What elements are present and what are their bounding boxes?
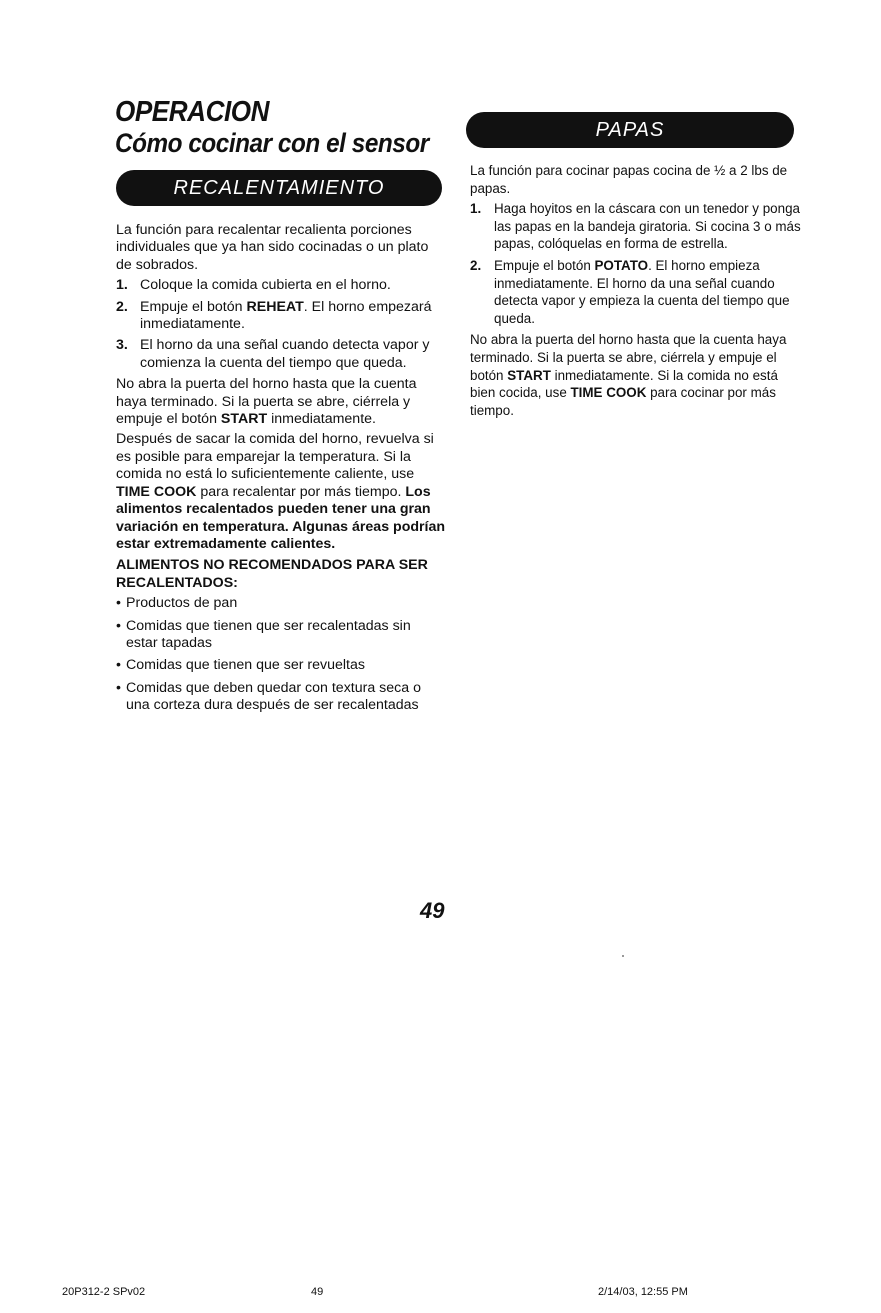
text-run: para recalentar por más tiempo. (196, 483, 406, 500)
step-number: 1. (470, 201, 482, 217)
text-run: No abra la puerta del horno hasta que la cuenta haya terminado. Si la puerta se abre, ciérrela y empuje el botón (470, 332, 787, 383)
section-subtitle: Cómo cocinar con el sensor (115, 128, 429, 158)
footer-timestamp: 2/14/03, 12:55 PM (598, 1286, 688, 1298)
text-run: inmediatamente. Si la comida no está bien cocida, use (470, 367, 778, 401)
potato-door-note (470, 331, 805, 419)
key-name: START (220, 411, 268, 428)
footer-doc-code: 20P312-2 SPv02 (62, 1286, 146, 1298)
key-name: START (507, 367, 551, 383)
key-name: TIME COOK (570, 385, 647, 401)
step-text-after: . El horno empieza inmediatamente. El horno da una señal cuando detecta vapor y empieza la cuenta del tiempo que queda. (494, 257, 790, 326)
list-item: • Productos de pan (116, 595, 446, 612)
reheat-stir-note (116, 431, 446, 553)
footer-page: 49 (311, 1286, 324, 1298)
text-run: inmediatamente. (267, 411, 376, 428)
scan-speck (622, 955, 624, 957)
step-key-name: POTATO (594, 257, 649, 273)
step-text-after: . El horno empezará inmediatamente. (140, 298, 432, 333)
potato-steps (470, 200, 805, 327)
step-number: 2. (116, 298, 128, 315)
list-item: • Comidas que deben quedar con textura seca o una corteza dura después de ser recalentadas (116, 680, 446, 715)
potato-banner (466, 112, 794, 148)
page-number: 49 (420, 898, 445, 923)
warning-text: Los alimentos recalentados pueden tener una gran variación en temperatura. Algunas áreas podrían estar extremadamente calientes. (116, 483, 446, 552)
reheat-banner-label: RECALENTAMIENTO (173, 176, 385, 199)
reheat-column (116, 222, 446, 720)
step-item (116, 277, 446, 294)
step-text: El horno da una señal cuando detecta vapor y comienza la cuenta del tiempo que queda. (140, 337, 430, 371)
step-item (116, 299, 446, 334)
text-run: Después de sacar la comida del horno, revuelva si es posible para emparejar la temperatura. Si la comida no está lo suficientemente caliente, use (116, 431, 434, 483)
step-item (116, 337, 446, 372)
step-item (470, 257, 805, 327)
list-item: • Comidas que tienen que ser recalentadas sin estar tapadas (116, 618, 446, 653)
list-item: • Comidas que tienen que ser revueltas (116, 657, 446, 674)
section-title: OPERACION (115, 96, 270, 128)
step-item (470, 200, 805, 253)
step-number: 2. (470, 257, 482, 273)
not-recommended-list (116, 595, 446, 714)
step-text: Empuje el botón (494, 257, 595, 273)
step-text: Haga hoyitos en la cáscara con un tenedor y ponga las papas en la bandeja giratoria. Si cocina 3 o más papas, colóquelas en forma de estrella. (494, 201, 801, 252)
potato-banner-label: PAPAS (595, 118, 665, 141)
potato-intro: La función para cocinar papas cocina de ½ a 2 lbs de papas. (470, 163, 788, 196)
reheat-intro: La función para recalentar recalienta porciones individuales que ya han sido cocinadas o un plato de sobrados. (116, 222, 429, 273)
reheat-steps (116, 277, 446, 372)
reheat-door-note (116, 376, 446, 428)
step-number: 1. (116, 277, 128, 294)
step-text: Empuje el botón (140, 298, 247, 315)
text-run: para cocinar por más tiempo. (470, 385, 776, 418)
not-recommended-heading: ALIMENTOS NO RECOMENDADOS PARA SER RECALENTADOS: (116, 557, 428, 591)
step-key-name: REHEAT (246, 298, 304, 315)
step-number: 3. (116, 337, 128, 354)
step-text: Coloque la comida cubierta en el horno. (140, 277, 391, 294)
key-name: TIME COOK (116, 483, 197, 500)
text-run: No abra la puerta del horno hasta que la cuenta haya terminado. Si la puerta se abre, ciérrela y empuje el botón (116, 376, 417, 428)
reheat-banner (116, 170, 442, 206)
potato-column (470, 162, 805, 422)
